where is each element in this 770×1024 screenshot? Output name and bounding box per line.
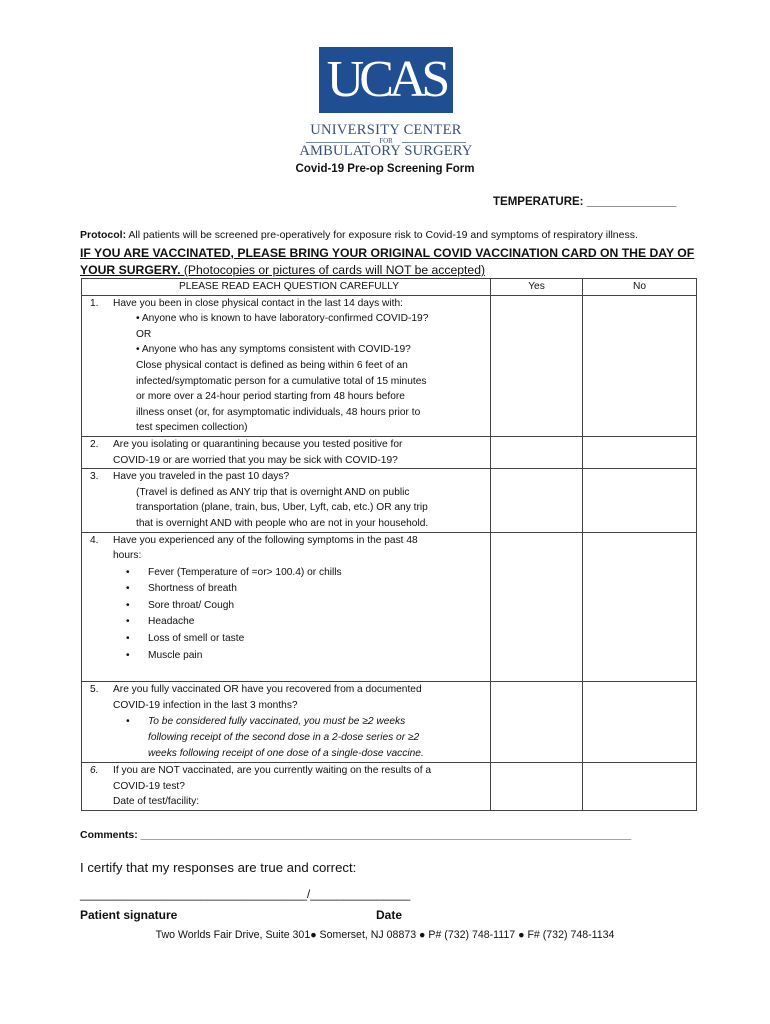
question-3-definition-3: that is overnight AND with people who are not in your household. xyxy=(136,517,429,529)
vaccination-notice-note: (Photocopies or pictures of cards will NOT be accepted) xyxy=(180,263,486,277)
question-6 xyxy=(82,763,491,811)
symptom-text: Shortness of breath xyxy=(148,583,237,595)
vaccination-notice xyxy=(80,245,710,279)
question-number: 6. xyxy=(90,765,99,777)
logo-mark: UCAS xyxy=(326,51,446,108)
question-row-2 xyxy=(82,436,697,468)
symptom-text: Headache xyxy=(148,616,195,628)
question-3-definition-1: (Travel is defined as ANY trip that is overnight AND on public xyxy=(136,486,410,498)
ucas-logo xyxy=(319,47,453,113)
question-text: If you are NOT vaccinated, are you currently waiting on the results of a xyxy=(113,765,432,777)
question-number: 4. xyxy=(90,534,99,546)
question-text: Have you been in close physical contact in the last 14 days with: xyxy=(113,297,403,309)
answer-yes-4[interactable] xyxy=(491,532,583,682)
protocol-text xyxy=(80,229,700,241)
question-5-note-1: To be considered fully vaccinated, you must be ≥2 weeks xyxy=(148,716,406,728)
comments-field[interactable]: Comments: ____________________________________________________________________________________ xyxy=(80,829,632,841)
answer-yes-6[interactable] xyxy=(491,763,583,811)
question-1 xyxy=(82,295,491,436)
signature-date-line[interactable]: __________________________________/_______________ xyxy=(80,887,411,901)
answer-no-4[interactable] xyxy=(583,532,697,682)
question-text: Are you isolating or quarantining because you tested positive for xyxy=(113,438,403,450)
symptom-item: • Headache xyxy=(90,614,488,631)
question-row-1 xyxy=(82,295,697,436)
table-header-no: No xyxy=(583,279,697,296)
logo-ambulatory-surgery: AMBULATORY SURGERY xyxy=(299,143,473,159)
question-5-note-cont xyxy=(90,746,488,762)
answer-no-5[interactable] xyxy=(583,682,697,763)
form-title: Covid-19 Pre-op Screening Form xyxy=(295,163,475,175)
screening-table xyxy=(81,278,697,811)
question-text: Have you experienced any of the following symptoms in the past 48 xyxy=(113,534,418,546)
question-2 xyxy=(82,436,491,468)
date-label: Date xyxy=(376,908,403,922)
question-number: 1. xyxy=(90,297,99,309)
answer-yes-2[interactable] xyxy=(491,436,583,468)
patient-signature-label: Patient signature xyxy=(80,908,178,922)
answer-no-1[interactable] xyxy=(583,295,697,436)
question-1-bullet-2: • Anyone who has any symptoms consistent with COVID-19? xyxy=(136,344,411,356)
symptom-text: Sore throat/ Cough xyxy=(148,599,235,611)
question-number: 5. xyxy=(90,684,99,696)
question-1-or: OR xyxy=(136,328,152,340)
question-4 xyxy=(82,532,491,682)
question-5 xyxy=(82,682,491,763)
question-1-definition-4: illness onset (or, for asymptomatic individuals, 48 hours prior to xyxy=(136,406,421,418)
table-header-text: PLEASE READ EACH QUESTION CAREFULLY xyxy=(178,281,400,292)
symptom-item: • Fever (Temperature of =or> 100.4) or chills xyxy=(90,565,488,582)
question-row-5 xyxy=(82,682,697,763)
temperature-field[interactable]: TEMPERATURE: ______________ xyxy=(493,196,677,208)
answer-yes-3[interactable] xyxy=(491,469,583,532)
question-text-cont: hours: xyxy=(113,550,142,562)
question-number: 3. xyxy=(90,471,99,483)
logo-university-center: UNIVERSITY CENTER xyxy=(310,122,462,138)
footer-address: Two Worlds Fair Drive, Suite 301● Somerset, NJ 08873 ● P# (732) 748-1117 ● F# (732) 748-1134 xyxy=(155,929,615,941)
question-text: Have you traveled in the past 10 days? xyxy=(113,471,290,483)
question-text: Are you fully vaccinated OR have you recovered from a documented xyxy=(113,684,422,696)
answer-yes-5[interactable] xyxy=(491,682,583,763)
question-5-note-3: weeks following receipt of one dose of a single-dose vaccine. xyxy=(148,748,424,760)
symptom-item: • Sore throat/ Cough xyxy=(90,598,488,615)
question-5-note: • To be considered fully vaccinated, you must be ≥2 weeks xyxy=(90,714,488,730)
question-5-note-cont xyxy=(90,730,488,746)
question-number: 2. xyxy=(90,438,99,450)
protocol-body: All patients will be screened pre-operatively for exposure risk to Covid-19 and symptoms of respiratory illness. xyxy=(126,229,638,241)
question-text-cont: COVID-19 or are worried that you may be sick with COVID-19? xyxy=(113,454,398,466)
question-3 xyxy=(82,469,491,532)
certification-statement: I certify that my responses are true and correct: xyxy=(80,860,357,875)
table-header-yes: Yes xyxy=(491,279,583,296)
vaccination-notice-text: IF YOU ARE VACCINATED, PLEASE BRING YOUR ORIGINAL COVID VACCINATION CARD ON THE DAY OF YOUR SURGERY. xyxy=(80,246,695,277)
question-row-6 xyxy=(82,763,697,811)
question-row-4 xyxy=(82,532,697,682)
question-1-definition-2: infected/symptomatic person for a cumulative total of 15 minutes xyxy=(136,375,427,387)
question-1-bullet-1: • Anyone who is known to have laboratory-confirmed COVID-19? xyxy=(136,313,429,325)
question-3-definition-2: transportation (plane, train, bus, Uber, Lyft, cab, etc.) OR any trip xyxy=(136,502,428,514)
protocol-label: Protocol: xyxy=(80,229,127,241)
logo-for: FOR xyxy=(379,137,393,145)
answer-no-3[interactable] xyxy=(583,469,697,532)
answer-no-6[interactable] xyxy=(583,763,697,811)
answer-no-2[interactable] xyxy=(583,436,697,468)
answer-yes-1[interactable] xyxy=(491,295,583,436)
symptom-item: • Muscle pain xyxy=(90,648,488,665)
symptom-text: Loss of smell or taste xyxy=(148,633,245,645)
question-1-definition-5: test specimen collection) xyxy=(136,422,248,434)
question-text-cont: COVID-19 test? xyxy=(113,780,185,792)
table-header-question xyxy=(82,279,491,296)
question-row-3 xyxy=(82,469,697,532)
question-text-cont: COVID-19 infection in the last 3 months? xyxy=(113,700,298,712)
question-1-definition-3: or more over a 24-hour period starting from 48 hours before xyxy=(136,391,405,403)
symptom-item: • Shortness of breath xyxy=(90,581,488,598)
question-1-definition-1: Close physical contact is defined as being within 6 feet of an xyxy=(136,359,408,371)
symptom-text: Muscle pain xyxy=(148,649,203,661)
symptom-item: • Loss of smell or taste xyxy=(90,631,488,648)
symptom-text: Fever (Temperature of =or> 100.4) or chills xyxy=(148,566,342,578)
question-5-note-2: following receipt of the second dose in a 2-dose series or ≥2 xyxy=(148,732,420,744)
test-date-facility-field[interactable]: Date of test/facility: xyxy=(113,796,200,808)
